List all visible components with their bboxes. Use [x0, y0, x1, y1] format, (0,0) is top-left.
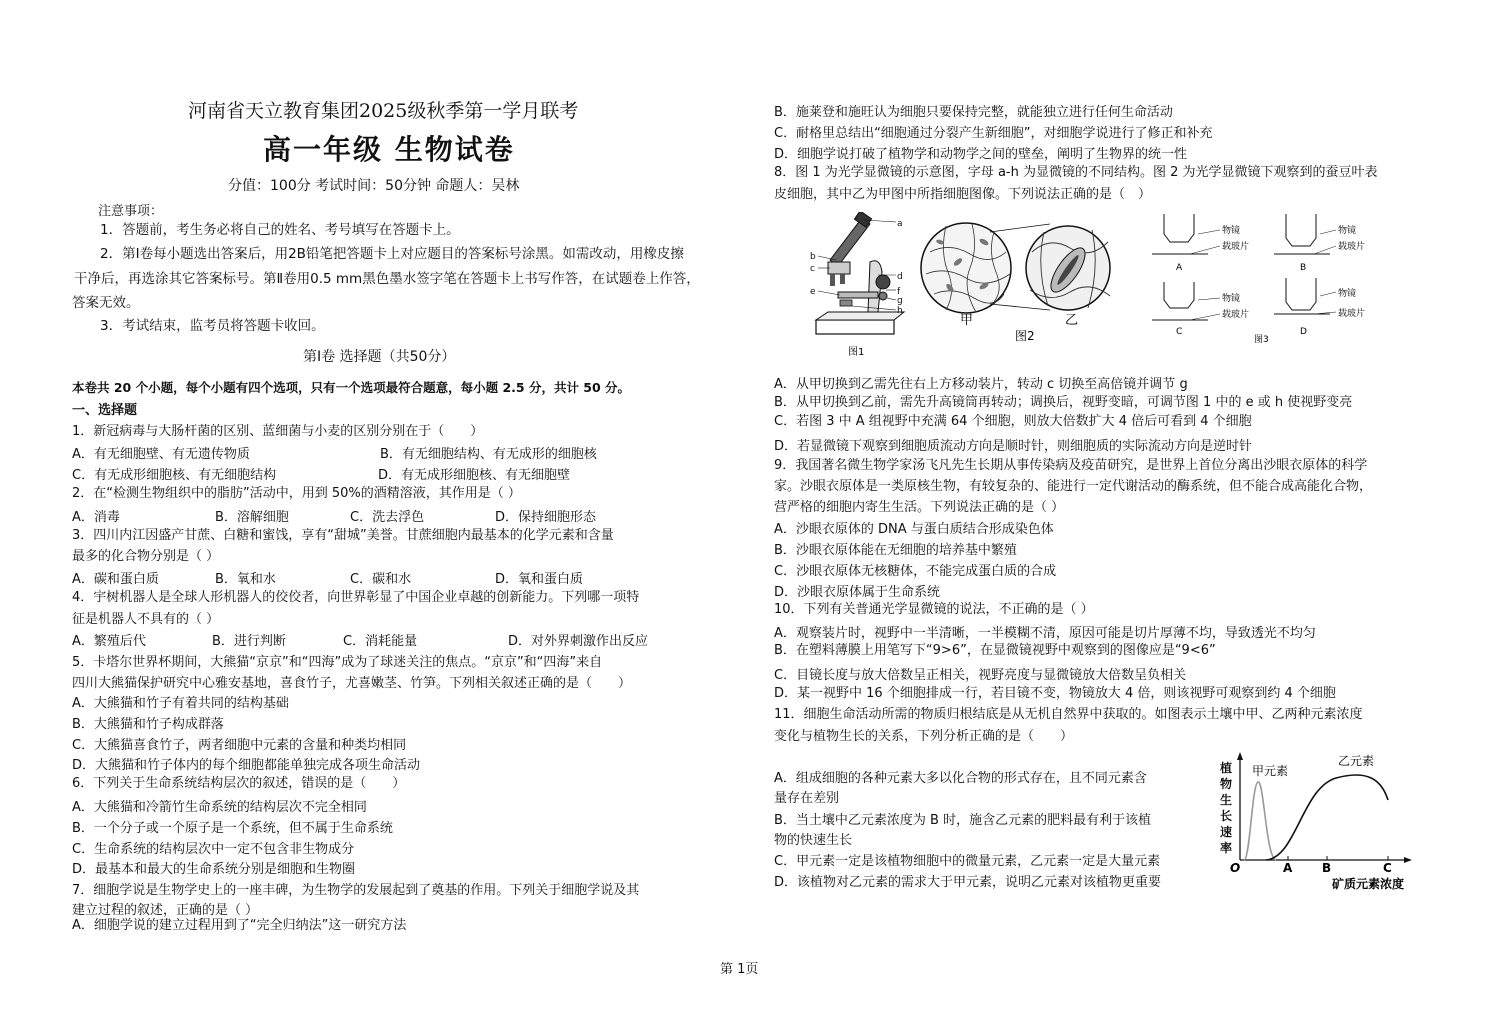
question-4-line2: 征是机器人不具有的（ ） — [72, 612, 220, 627]
option: A．有无细胞壁、有无遗传物质 — [72, 447, 250, 462]
y-axis-char: 植 — [1220, 761, 1233, 775]
figure-1-label: 图1 — [848, 347, 865, 358]
scope-label: g — [897, 296, 903, 306]
option: D．细胞学说打破了植物学和动物学之间的壁垒，阐明了生物界的统一性 — [774, 147, 1188, 162]
option: B．一个分子或一个原子是一个系统，但不属于生命系统 — [72, 821, 393, 836]
fine-knob — [879, 292, 887, 300]
microscope-stage — [838, 292, 878, 298]
option: B．当土壤中乙元素浓度为 B 时，施含乙元素的肥料最有利于该植 — [774, 813, 1152, 828]
section-instruction: 本卷共 20 个小题，每个小题有四个选项，只有一个选项最符合题意，每小题 2.5 分，共计 50 分。 — [72, 380, 631, 395]
low-power-field — [921, 223, 1011, 313]
x-axis-label: 矿质元素浓度 — [1332, 877, 1405, 891]
option: D．沙眼衣原体属于生命系统 — [774, 585, 941, 600]
question-11-line2: 变化与植物生长的关系，下列分析正确的是（ ） — [774, 729, 1074, 744]
question-9-line3: 营严格的细胞内寄生生活。下列说法正确的是（ ） — [774, 500, 1065, 515]
x-tick-label: C — [1383, 861, 1392, 875]
scope-label: a — [897, 219, 903, 229]
option-cont: 量存在差别 — [774, 791, 840, 806]
option: C．有无成形细胞核、有无细胞结构 — [72, 468, 277, 483]
x-axis-arrow — [1404, 857, 1412, 863]
y-axis-char: 物 — [1220, 777, 1233, 791]
option: B．进行判断 — [212, 634, 286, 649]
option: C．消耗能量 — [343, 634, 418, 649]
jia-element-label: 甲元素 — [1252, 764, 1289, 778]
question-3-line2: 最多的化合物分别是（ ） — [72, 549, 220, 564]
y-axis-char: 速 — [1220, 825, 1233, 839]
figure-2-jia: 甲 — [960, 313, 974, 328]
page-number: 第 1页 — [720, 962, 759, 977]
option: C．大熊猫喜食竹子，两者细胞中元素的含量和种类均相同 — [72, 738, 407, 753]
scope-label: d — [897, 272, 903, 282]
slide-label: 载玻片 — [1338, 309, 1366, 319]
objective-label: 物镜 — [1222, 294, 1241, 304]
microscope-mirror — [840, 300, 852, 306]
y-axis-char: 率 — [1220, 841, 1233, 855]
option: A．沙眼衣原体的 DNA 与蛋白质结合形成染色体 — [774, 522, 1054, 537]
slide-label: 载玻片 — [1338, 242, 1366, 252]
option: A．细胞学说的建立过程用到了“完全归纳法”这一研究方法 — [72, 918, 407, 933]
group-label: A — [1176, 263, 1183, 273]
notice-item: 干净后，再选涂其它答案标号。第Ⅱ卷用0.5 mm黑色墨水签字笔在答题卡上书写作答，在试题卷上作答， — [74, 271, 700, 287]
figure-3-label: 图3 — [1254, 335, 1269, 345]
group-label: D — [1300, 327, 1307, 337]
option: C．碳和水 — [350, 572, 412, 587]
question-5: 5．卡塔尔世界杯期间，大熊猫“京京”和“四海”成为了球迷关注的焦点。“京京”和“四海”来自 — [72, 655, 603, 670]
microscope-figure — [808, 212, 908, 362]
page-title: 高一年级 生物试卷 — [263, 133, 515, 166]
option: B．施莱登和施旺认为细胞只要保持完整，就能独立进行任何生命活动 — [774, 105, 1173, 120]
notice-item: 3．考试结束，监考员将答题卡收回。 — [100, 318, 325, 334]
option: B．沙眼衣原体能在无细胞的培养基中繁殖 — [774, 543, 1017, 558]
microscope-base-top — [816, 312, 904, 320]
option: D．保持细胞形态 — [495, 510, 597, 525]
objective-label: 物镜 — [1222, 226, 1241, 236]
option: D．有无成形细胞核、有无细胞壁 — [378, 468, 571, 483]
microscope-objective — [840, 274, 845, 284]
scope-label: e — [810, 287, 816, 297]
option: C．耐格里总结出“细胞通过分裂产生新细胞”，对细胞学说进行了修正和补充 — [774, 126, 1213, 141]
option: A．观察装片时，视野中一半清晰，一半模糊不清，原因可能是切片厚薄不均，导致透光不均匀 — [774, 626, 1316, 641]
option: D．最基本和最大的生命系统分别是细胞和生物圈 — [72, 862, 356, 877]
question-5-line2: 四川大熊猫保护研究中心雅安基地，喜食竹子，尤喜嫩茎、竹笋。下列相关叙述正确的是（ ） — [72, 676, 632, 691]
option: D．氧和蛋白质 — [495, 572, 584, 587]
y-axis-arrow — [1237, 752, 1243, 760]
option: A．繁殖后代 — [72, 634, 146, 649]
option: D．某一视野中 16 个细胞排成一行，若目镜不变，物镜放大 4 倍，则该视野可观察到约 4 个细胞 — [774, 686, 1336, 701]
option: A．消毒 — [72, 510, 120, 525]
slide-label: 载玻片 — [1222, 310, 1250, 320]
group-c — [1152, 282, 1249, 337]
coarse-knob — [876, 275, 890, 289]
school-name: 河南省天立教育集团2025级秋季第一学月联考 — [188, 100, 579, 122]
objective-label: 物镜 — [1338, 226, 1357, 236]
option: D．该植物对乙元素的需求大于甲元素，说明乙元素对该植物更重要 — [774, 875, 1162, 890]
question-8: 8．图 1 为光学显微镜的示意图，字母 a-h 为显微镜的不同结构。图 2 为光学显微镜下观察到的蚕豆叶表 — [774, 165, 1378, 180]
option: A．大熊猫和竹子有着共同的结构基础 — [72, 696, 289, 711]
question-8-line2: 皮细胞，其中乙为甲图中所指细胞图像。下列说法正确的是（ ） — [774, 187, 1152, 202]
slide-label: 载玻片 — [1222, 242, 1250, 252]
option: B．氧和水 — [215, 572, 276, 587]
option: A．组成细胞的各种元素大多以化合物的形式存在，且不同元素含 — [774, 771, 1147, 786]
origin-label: O — [1230, 861, 1241, 875]
x-tick-label: B — [1322, 861, 1332, 875]
microscope-nosepiece — [828, 262, 850, 274]
microscope-objective — [830, 274, 835, 286]
option: C．生命系统的结构层次中一定不包含非生物成分 — [72, 842, 355, 857]
option: D．大熊猫和竹子体内的每个细胞都能单独完成各项生命活动 — [72, 758, 421, 773]
section-heading: 一、选择题 — [72, 403, 138, 418]
scope-label: h — [897, 306, 903, 316]
scope-label: f — [897, 287, 901, 297]
group-b — [1274, 214, 1365, 273]
option: C．沙眼衣原体无核糖体，不能完成蛋白质的合成 — [774, 564, 1057, 579]
notice-item: 1．答题前，考生务必将自己的姓名、考号填写在答题卡上。 — [100, 222, 460, 238]
question-10: 10．下列有关普通光学显微镜的说法，不正确的是（ ） — [774, 602, 1094, 617]
option: C．目镜长度与放大倍数呈正相关，视野亮度与显微镜放大倍数呈负相关 — [774, 668, 1187, 683]
group-d — [1274, 278, 1365, 337]
scope-label: b — [810, 252, 816, 262]
question-3: 3．四川内江因盛产甘蔗、白糖和蜜饯，享有“甜城”美誉。甘蔗细胞内最基本的化学元素和含量 — [72, 528, 614, 543]
option: D．若显微镜下观察到细胞质流动方向是顺时针，则细胞质的实际流动方向是逆时针 — [774, 439, 1253, 454]
scope-label: c — [810, 264, 815, 274]
question-7-line2: 建立过程的叙述，正确的是（ ） — [72, 903, 259, 918]
option: B．从甲切换到乙前，需先升高镜筒再转动；调换后，视野变暗，可调节图 1 中的 e 或 h 使视野变亮 — [774, 395, 1353, 410]
question-9-line2: 家。沙眼衣原体是一类原核生物，有较复杂的、能进行一定代谢活动的酶系统，但不能合成高能化合物， — [774, 479, 1373, 494]
question-7: 7．细胞学说是生物学史上的一座丰碑，为生物学的发展起到了奠基的作用。下列关于细胞学说及其 — [72, 883, 640, 898]
x-tick-label: A — [1283, 861, 1293, 875]
group-label: C — [1176, 327, 1183, 337]
group-label: B — [1300, 263, 1307, 273]
figure-2-label: 图2 — [1015, 329, 1035, 343]
option: B．有无细胞结构、有无成形的细胞核 — [380, 447, 597, 462]
notice-heading: 注意事项： — [98, 204, 164, 219]
question-11: 11．细胞生命活动所需的物质归根结底是从无机自然界中获取的。如图表示土壤中甲、乙两种元素浓度 — [774, 707, 1363, 722]
option: B．溶解细胞 — [215, 510, 289, 525]
exam-meta: 分值：100分 考试时间：50分钟 命题人：吴林 — [228, 178, 520, 194]
option: B．大熊猫和竹子构成群落 — [72, 717, 224, 732]
figure-2-yi: 乙 — [1065, 313, 1079, 328]
y-axis-char: 长 — [1220, 809, 1233, 823]
notice-item: 2．第Ⅰ卷每小题选出答案后，用2B铅笔把答题卡上对应题目的答案标号涂黑。如需改动，用橡皮擦 — [100, 246, 684, 262]
question-1: 1．新冠病毒与大肠杆菌的区别、蓝细菌与小麦的区别分别在于（ ） — [72, 424, 484, 439]
objective-label: 物镜 — [1338, 289, 1357, 299]
option: C．洗去浮色 — [350, 510, 425, 525]
section-title: 第Ⅰ卷 选择题（共50分） — [303, 349, 456, 365]
group-a — [1152, 214, 1249, 273]
element-yi-curve — [1266, 775, 1388, 860]
question-6: 6．下列关于生命系统结构层次的叙述，错误的是（ ） — [72, 776, 406, 791]
question-2: 2．在“检测生物组织中的脂肪”活动中，用到 50%的酒精溶液，其作用是（ ） — [72, 486, 521, 501]
question-4: 4．宇树机器人是全球人形机器人的佼佼者，向世界彰显了中国企业卓越的创新能力。下列哪一项特 — [72, 590, 640, 605]
option: C．甲元素一定是该植物细胞中的微量元素，乙元素一定是大量元素 — [774, 854, 1161, 869]
option: D．对外界刺激作出反应 — [508, 634, 649, 649]
option: A．从甲切换到乙需先往右上方移动装片，转动 c 切换至高倍镜并调节 g — [774, 377, 1188, 392]
cell-figure — [920, 212, 1140, 347]
notice-item: 答案无效。 — [72, 295, 140, 311]
y-axis-char: 生 — [1220, 793, 1233, 807]
option-cont: 物的快速生长 — [774, 833, 853, 848]
option: B．在塑料薄膜上用笔写下“9>6”，在显微镜视野中观察到的图像应是“9<6” — [774, 643, 1216, 658]
option: A．碳和蛋白质 — [72, 572, 159, 587]
element-growth-graph — [1216, 748, 1422, 894]
objective-figure — [1150, 212, 1380, 347]
element-jia-curve — [1244, 782, 1276, 860]
question-9: 9．我国著名微生物学家汤飞凡先生长期从事传染病及疫苗研究，是世界上首位分离出沙眼衣原体的科学 — [774, 458, 1368, 473]
option: A．大熊猫和冷箭竹生命系统的结构层次不完全相同 — [72, 800, 367, 815]
yi-element-label: 乙元素 — [1338, 754, 1375, 768]
option: C．若图 3 中 A 组视野中充满 64 个细胞，则放大倍数扩大 4 倍后可看到 4 个细胞 — [774, 414, 1252, 429]
microscope-base — [816, 320, 894, 334]
